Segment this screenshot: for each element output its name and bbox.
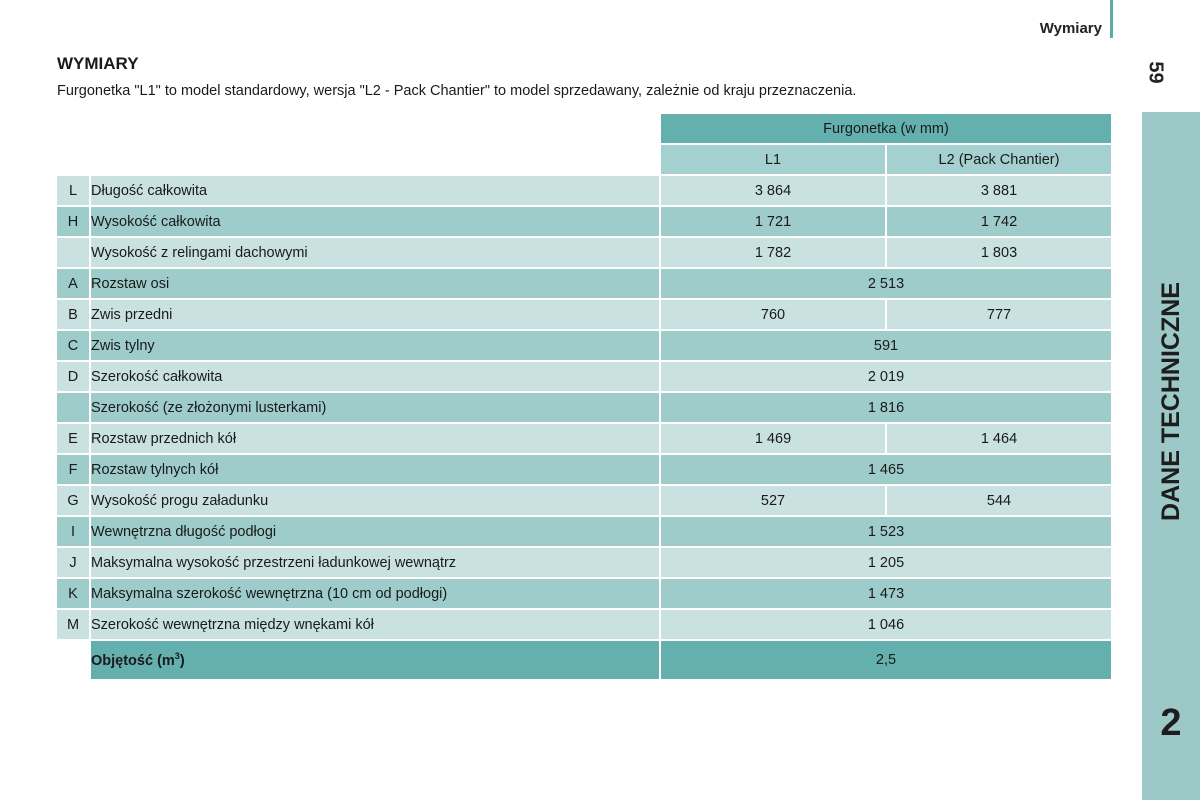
row-letter: I	[57, 517, 89, 546]
row-label: Maksymalna wysokość przestrzeni ładunkowej wewnątrz	[91, 548, 659, 577]
header-blank	[57, 145, 659, 174]
row-value-merged: 1 523	[661, 517, 1111, 546]
row-letter	[57, 393, 89, 422]
table-row	[57, 300, 1111, 329]
row-value-merged: 1 473	[661, 579, 1111, 608]
total-label-end: )	[179, 652, 185, 669]
row-label: Wysokość progu załadunku	[91, 486, 659, 515]
row-letter: E	[57, 424, 89, 453]
row-value-l2: 1 803	[887, 238, 1111, 267]
row-value-l2: 1 742	[887, 207, 1111, 236]
table-row	[57, 424, 1111, 453]
table-group-header: Furgonetka (w mm)	[661, 114, 1111, 143]
table-row	[57, 207, 1111, 236]
row-letter: H	[57, 207, 89, 236]
row-value-l2: 777	[887, 300, 1111, 329]
row-value-l2: 1 464	[887, 424, 1111, 453]
total-label	[91, 641, 659, 679]
row-letter: A	[57, 269, 89, 298]
table-row	[57, 517, 1111, 546]
row-label: Zwis tylny	[91, 331, 659, 360]
row-letter: K	[57, 579, 89, 608]
table-row	[57, 331, 1111, 360]
table-row	[57, 455, 1111, 484]
table-row	[57, 362, 1111, 391]
running-header: Wymiary	[1039, 20, 1102, 37]
row-label: Maksymalna szerokość wewnętrzna (10 cm od podłogi)	[91, 579, 659, 608]
row-letter: M	[57, 610, 89, 639]
page-number-text: 59	[1144, 60, 1167, 84]
table-row	[57, 579, 1111, 608]
row-label: Wysokość całkowita	[91, 207, 659, 236]
header-blank	[57, 114, 659, 143]
row-value-l1: 760	[661, 300, 885, 329]
row-label: Szerokość wewnętrzna między wnękami kół	[91, 610, 659, 639]
section-heading: WYMIARY	[57, 54, 139, 73]
row-letter: C	[57, 331, 89, 360]
table-row	[57, 610, 1111, 639]
table-row	[57, 486, 1111, 515]
table-row	[57, 548, 1111, 577]
row-value-merged: 591	[661, 331, 1111, 360]
page-number	[1140, 52, 1170, 92]
row-value-merged: 2 513	[661, 269, 1111, 298]
row-value-merged: 2 019	[661, 362, 1111, 391]
row-value-l1: 1 721	[661, 207, 885, 236]
row-letter: B	[57, 300, 89, 329]
row-value-l1: 1 469	[661, 424, 885, 453]
row-value-l1: 1 782	[661, 238, 885, 267]
total-label-superscript: 3	[174, 651, 180, 662]
row-letter: D	[57, 362, 89, 391]
total-value: 2,5	[661, 641, 1111, 679]
total-label-text: Objętość (m	[91, 652, 175, 669]
table-row	[57, 176, 1111, 205]
dimensions-table	[55, 112, 1113, 681]
row-label: Szerokość (ze złożonymi lusterkami)	[91, 393, 659, 422]
row-label: Wewnętrzna długość podłogi	[91, 517, 659, 546]
total-row	[57, 641, 1111, 679]
row-value-merged: 1 205	[661, 548, 1111, 577]
row-label: Wysokość z relingami dachowymi	[91, 238, 659, 267]
row-value-merged: 1 816	[661, 393, 1111, 422]
column-header-l2: L2 (Pack Chantier)	[887, 145, 1111, 174]
row-letter: F	[57, 455, 89, 484]
row-value-l2: 3 881	[887, 176, 1111, 205]
row-label: Szerokość całkowita	[91, 362, 659, 391]
header-rule	[1110, 0, 1113, 38]
table-row	[57, 269, 1111, 298]
row-letter	[57, 641, 89, 679]
row-value-l2: 544	[887, 486, 1111, 515]
row-label: Rozstaw osi	[91, 269, 659, 298]
table-row	[57, 238, 1111, 267]
row-label: Zwis przedni	[91, 300, 659, 329]
row-letter: G	[57, 486, 89, 515]
row-value-merged: 1 465	[661, 455, 1111, 484]
row-letter: L	[57, 176, 89, 205]
column-header-l1: L1	[661, 145, 885, 174]
row-label: Rozstaw tylnych kół	[91, 455, 659, 484]
intro-paragraph: Furgonetka "L1" to model standardowy, wersja "L2 - Pack Chantier" to model sprzedawany, zależnie od kraju przeznaczenia.	[57, 83, 857, 99]
row-label: Rozstaw przednich kół	[91, 424, 659, 453]
chapter-title-text: DANE TECHNICZNE	[1156, 281, 1185, 521]
row-value-merged: 1 046	[661, 610, 1111, 639]
chapter-title	[1142, 112, 1200, 690]
row-letter: J	[57, 548, 89, 577]
table-row	[57, 393, 1111, 422]
chapter-number: 2	[1160, 702, 1182, 744]
row-label: Długość całkowita	[91, 176, 659, 205]
row-value-l1: 527	[661, 486, 885, 515]
row-value-l1: 3 864	[661, 176, 885, 205]
row-letter	[57, 238, 89, 267]
